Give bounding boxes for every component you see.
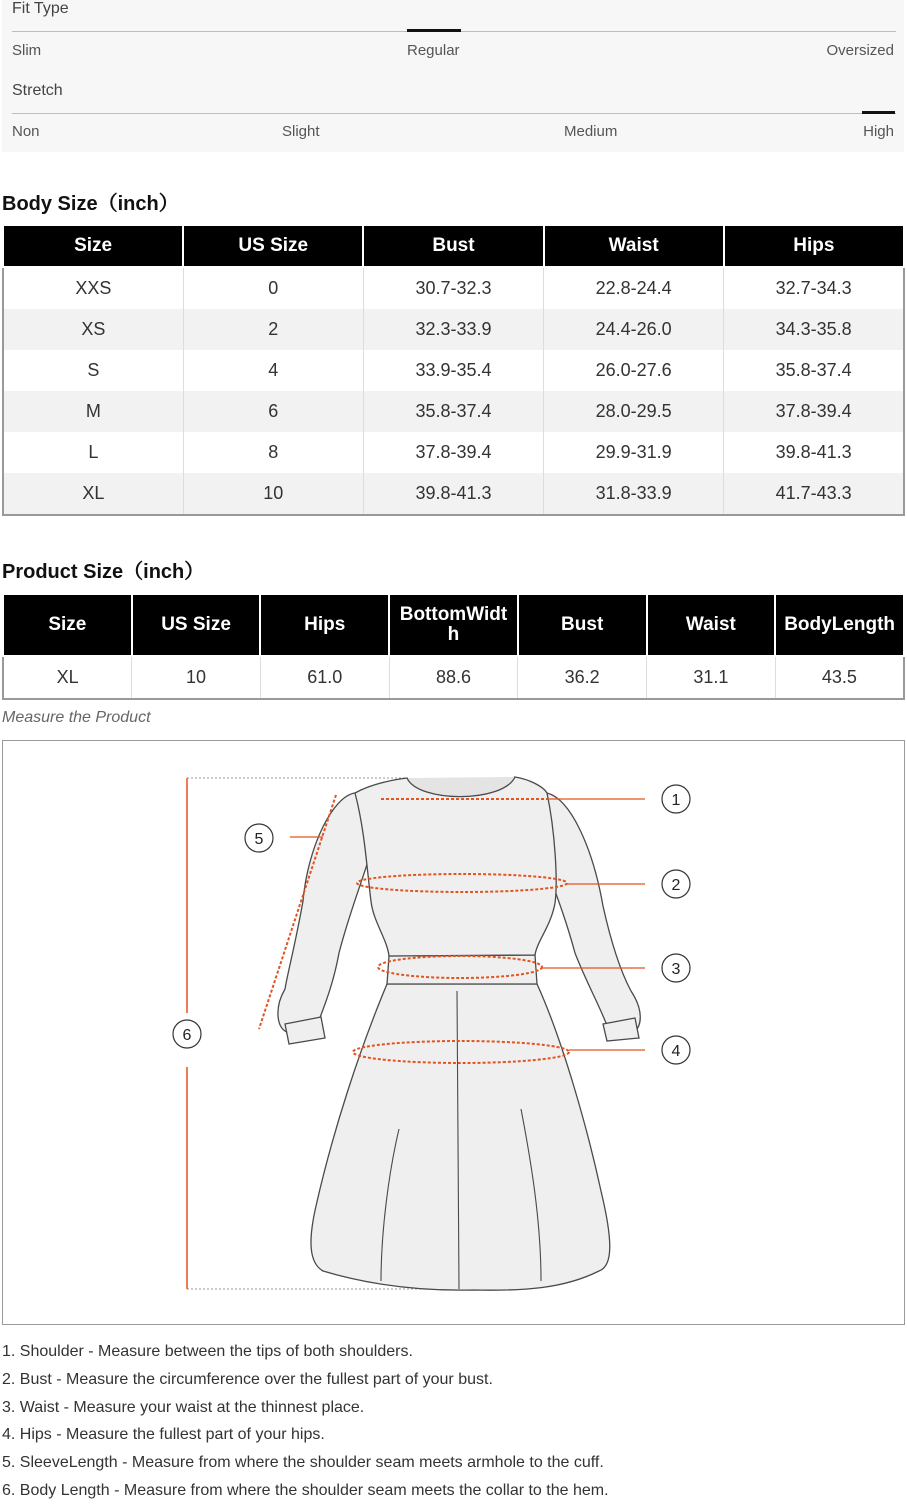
table-row [3, 309, 904, 350]
column-header: US Size [183, 225, 363, 267]
table-cell: 32.7-34.3 [775, 278, 852, 298]
table-cell: XXS [3, 267, 183, 309]
column-header: BottomWidth [389, 594, 518, 656]
table-cell: L [3, 432, 183, 473]
note-waist: 3. Waist - Measure your waist at the thinnest place. [2, 1398, 365, 1416]
table-row [3, 473, 904, 515]
table-cell: 26.0-27.6 [544, 350, 724, 391]
svg-text:2: 2 [671, 877, 681, 894]
table-cell: 30.7-32.3 [363, 267, 543, 309]
table-cell: M [3, 391, 183, 432]
note-sleeve-length: 5. SleeveLength - Measure from where the shoulder seam meets armhole to the cuff. [2, 1454, 604, 1472]
table-cell: 37.8-39.4 [724, 391, 904, 432]
body-size-title: Body Size（inch） [2, 193, 179, 215]
table-cell: 61.0 [260, 656, 389, 699]
column-header: Hips [260, 594, 389, 656]
table-cell: 28.0-29.5 [544, 391, 724, 432]
table-cell: 10 [183, 473, 363, 515]
table-cell: 32.3-33.9 [363, 309, 543, 350]
measure-caption: Measure the Product [2, 709, 151, 726]
table-cell: 24.4-26.0 [544, 309, 724, 350]
column-header: Size [3, 225, 183, 267]
marker-6 [173, 1020, 201, 1048]
stretch-indicator [862, 111, 895, 114]
fit-type-option-slim: Slim [12, 42, 42, 59]
body-size-table [2, 224, 905, 516]
column-header: Bust [363, 225, 543, 267]
svg-text:5: 5 [254, 831, 264, 848]
table-row [3, 432, 904, 473]
svg-text:3: 3 [671, 961, 681, 978]
column-header: Waist [544, 225, 724, 267]
svg-text:1: 1 [671, 792, 681, 809]
table-row [3, 391, 904, 432]
column-header: Hips [724, 225, 904, 267]
table-cell: 0 [183, 267, 363, 309]
measurement-diagram [2, 740, 905, 1325]
table-cell: 37.8-39.4 [363, 432, 543, 473]
column-header: Bust [518, 594, 647, 656]
product-size-header-row [3, 594, 904, 656]
product-size-table [2, 593, 905, 700]
measurement-notes [2, 1338, 902, 1505]
note-body-length: 6. Body Length - Measure from where the shoulder seam meets the collar to the hem. [2, 1481, 609, 1499]
svg-text:4: 4 [671, 1043, 681, 1060]
table-cell: 39.8-41.3 [775, 442, 852, 462]
table-cell: 29.9-31.9 [544, 432, 724, 473]
stretch-option-non: Non [12, 123, 40, 140]
table-cell: 22.8-24.4 [544, 267, 724, 309]
marker-1 [662, 785, 690, 813]
table-cell: XL [3, 656, 132, 699]
fit-type-option-oversized: Oversized [826, 42, 894, 59]
table-cell: 36.2 [518, 656, 647, 699]
table-cell: 34.3-35.8 [724, 309, 904, 350]
table-row [3, 267, 904, 309]
note-hips: 4. Hips - Measure the fullest part of your hips. [2, 1426, 325, 1444]
note-bust: 2. Bust - Measure the circumference over the fullest part of your bust. [2, 1370, 493, 1388]
stretch-option-high: High [863, 123, 894, 140]
marker-2 [662, 870, 690, 898]
fit-type-indicator [407, 29, 461, 32]
table-cell: 31.8-33.9 [544, 473, 724, 515]
table-row [3, 656, 904, 699]
marker-3 [662, 954, 690, 982]
marker-4 [662, 1036, 690, 1064]
table-cell: 10 [132, 656, 261, 699]
table-cell: 4 [183, 350, 363, 391]
stretch-option-medium: Medium [564, 123, 618, 140]
fit-panel [2, 0, 904, 152]
column-header: Waist [647, 594, 776, 656]
table-row [3, 350, 904, 391]
table-cell: S [3, 350, 183, 391]
table-cell: 88.6 [389, 656, 518, 699]
marker-5 [245, 824, 273, 852]
table-cell: 35.8-37.4 [775, 360, 852, 380]
svg-text:6: 6 [182, 1027, 192, 1044]
column-header: Size [3, 594, 132, 656]
note-shoulder: 1. Shoulder - Measure between the tips of both shoulders. [2, 1343, 413, 1360]
column-header: US Size [132, 594, 261, 656]
table-cell: 33.9-35.4 [363, 350, 543, 391]
fit-type-label: Fit Type [12, 0, 69, 17]
product-size-title: Product Size（inch） [2, 561, 205, 583]
table-cell: XS [3, 309, 183, 350]
table-cell: 41.7-43.3 [724, 473, 904, 515]
table-cell: 35.8-37.4 [363, 391, 543, 432]
column-header: BodyLength [775, 594, 904, 656]
stretch-option-slight: Slight [282, 123, 320, 140]
table-cell: 8 [183, 432, 363, 473]
table-cell: 31.1 [647, 656, 776, 699]
table-cell: 39.8-41.3 [363, 473, 543, 515]
body-size-header-row [3, 225, 904, 267]
table-cell: 43.5 [821, 667, 857, 687]
dress-illustration [3, 741, 904, 1324]
stretch-label: Stretch [12, 82, 63, 99]
table-cell: 2 [183, 309, 363, 350]
table-cell: XL [3, 473, 183, 515]
stretch-scale [12, 113, 896, 114]
table-cell: 6 [183, 391, 363, 432]
fit-type-option-regular: Regular [407, 42, 460, 59]
